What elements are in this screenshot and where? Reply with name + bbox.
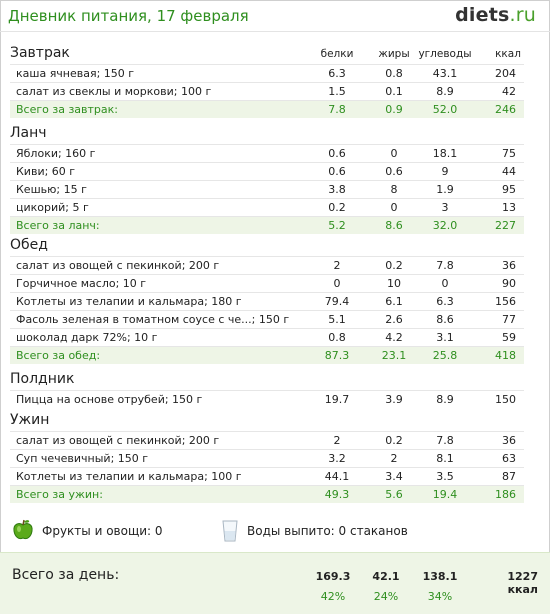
food-fat: 0.6 (385, 165, 403, 178)
food-kcal: 150 (495, 393, 516, 406)
day-total-panel (0, 552, 550, 614)
total-protein: 5.2 (328, 219, 346, 232)
food-protein: 3.8 (328, 183, 346, 196)
food-row[interactable] (10, 64, 524, 82)
food-row[interactable] (10, 467, 524, 485)
meal-total-row (10, 346, 524, 364)
food-row[interactable] (10, 256, 524, 274)
page-title: Дневник питания, 17 февраля (8, 7, 249, 25)
day-total-carbs: 138.1 (422, 570, 458, 583)
food-row[interactable] (10, 328, 524, 346)
food-carbs: 7.8 (436, 259, 454, 272)
total-fat: 5.6 (385, 488, 403, 501)
total-carbs: 25.8 (432, 349, 458, 362)
total-protein: 87.3 (324, 349, 350, 362)
total-fat: 23.1 (381, 349, 407, 362)
food-row[interactable] (10, 162, 524, 180)
food-fat: 0.8 (385, 67, 403, 80)
brand-logo[interactable] (455, 4, 536, 26)
food-kcal: 36 (502, 259, 516, 272)
meal-total-label: Всего за завтрак: (16, 103, 119, 116)
food-kcal: 90 (502, 277, 516, 290)
col-header-protein: белки (320, 48, 354, 60)
food-protein: 6.3 (328, 67, 346, 80)
food-fat: 2 (390, 452, 398, 465)
meal-title: Завтрак (10, 45, 70, 61)
food-fat: 0 (390, 147, 398, 160)
food-fat: 6.1 (385, 295, 403, 308)
total-protein: 49.3 (324, 488, 350, 501)
total-carbs: 52.0 (432, 103, 458, 116)
day-protein-percent: 42% (320, 590, 346, 603)
day-total-label: Всего за день: (12, 567, 120, 583)
food-kcal: 59 (502, 331, 516, 344)
food-kcal: 95 (502, 183, 516, 196)
food-kcal: 13 (502, 201, 516, 214)
food-protein: 3.2 (328, 452, 346, 465)
total-carbs: 19.4 (432, 488, 458, 501)
food-row[interactable] (10, 144, 524, 162)
food-carbs: 0 (441, 277, 449, 290)
food-row[interactable] (10, 431, 524, 449)
food-protein: 0.2 (328, 201, 346, 214)
food-protein: 2 (333, 259, 341, 272)
food-fat: 8 (390, 183, 398, 196)
food-name: салат из овощей с пекинкой; 200 г (16, 259, 220, 272)
day-total-fat: 42.1 (372, 570, 400, 583)
food-fat: 3.9 (385, 393, 403, 406)
brand-tld: .ru (509, 4, 536, 26)
food-protein: 0.8 (328, 331, 346, 344)
food-fat: 3.4 (385, 470, 403, 483)
total-carbs: 32.0 (432, 219, 458, 232)
food-carbs: 3 (441, 201, 449, 214)
day-total-protein: 169.3 (315, 570, 351, 583)
food-name: цикорий; 5 г (16, 201, 89, 214)
header-divider (0, 31, 550, 32)
total-fat: 8.6 (385, 219, 403, 232)
food-carbs: 8.1 (436, 452, 454, 465)
food-carbs: 18.1 (432, 147, 458, 160)
food-protein: 19.7 (324, 393, 350, 406)
food-protein: 2 (333, 434, 341, 447)
food-carbs: 43.1 (432, 67, 458, 80)
food-fat: 0 (390, 201, 398, 214)
food-kcal: 63 (502, 452, 516, 465)
meal-total-label: Всего за ланч: (16, 219, 100, 232)
food-name: Суп чечевичный; 150 г (16, 452, 149, 465)
food-fat: 0.2 (385, 259, 403, 272)
food-name: Пицца на основе отрубей; 150 г (16, 393, 203, 406)
meal-total-label: Всего за ужин: (16, 488, 103, 501)
food-name: Кешью; 15 г (16, 183, 87, 196)
water-glass-icon (221, 519, 239, 543)
food-carbs: 3.5 (436, 470, 454, 483)
food-protein: 1.5 (328, 85, 346, 98)
food-kcal: 42 (502, 85, 516, 98)
day-fat-percent: 24% (373, 590, 399, 603)
meal-total-row (10, 485, 524, 503)
food-name: Котлеты из телапии и кальмара; 180 г (16, 295, 242, 308)
fruits-veggies-count: Фрукты и овощи: 0 (42, 524, 163, 538)
food-name: шоколад дарк 72%; 10 г (16, 331, 158, 344)
food-name: салат из овощей с пекинкой; 200 г (16, 434, 220, 447)
col-header-kcal: ккал (495, 48, 521, 60)
food-kcal: 44 (502, 165, 516, 178)
food-fat: 2.6 (385, 313, 403, 326)
food-fat: 10 (387, 277, 401, 290)
food-kcal: 36 (502, 434, 516, 447)
col-header-fat: жиры (378, 48, 410, 60)
total-kcal: 246 (495, 103, 516, 116)
food-name: каша ячневая; 150 г (16, 67, 135, 80)
food-protein: 0.6 (328, 165, 346, 178)
meal-total-row (10, 216, 524, 234)
apple-icon (12, 519, 34, 541)
food-row[interactable] (10, 198, 524, 216)
food-carbs: 9 (441, 165, 449, 178)
day-carbs-percent: 34% (427, 590, 453, 603)
food-row[interactable] (10, 274, 524, 292)
food-kcal: 75 (502, 147, 516, 160)
total-kcal: 418 (495, 349, 516, 362)
food-fat: 0.2 (385, 434, 403, 447)
food-row[interactable] (10, 310, 524, 328)
total-protein: 7.8 (328, 103, 346, 116)
total-kcal: 227 (495, 219, 516, 232)
meal-total-label: Всего за обед: (16, 349, 101, 362)
food-carbs: 8.9 (436, 85, 454, 98)
food-name: Фасоль зеленая в томатном соусе с че...; 150 г (16, 313, 290, 326)
total-kcal: 186 (495, 488, 516, 501)
meal-title: Ужин (10, 412, 50, 428)
col-header-carbs: углеводы (418, 48, 472, 60)
food-row[interactable] (10, 82, 524, 100)
day-total-kcal: 1227 ккал (507, 570, 538, 596)
food-row[interactable] (10, 449, 524, 467)
food-protein: 0 (333, 277, 341, 290)
food-protein: 44.1 (324, 470, 350, 483)
food-fat: 4.2 (385, 331, 403, 344)
food-name: Горчичное масло; 10 г (16, 277, 147, 290)
food-kcal: 77 (502, 313, 516, 326)
food-name: Котлеты из телапии и кальмара; 100 г (16, 470, 242, 483)
brand-name: diets (455, 4, 510, 26)
food-carbs: 6.3 (436, 295, 454, 308)
food-protein: 5.1 (328, 313, 346, 326)
food-kcal: 204 (495, 67, 516, 80)
food-row[interactable] (10, 390, 524, 408)
food-carbs: 8.6 (436, 313, 454, 326)
food-protein: 79.4 (324, 295, 350, 308)
food-name: салат из свеклы и моркови; 100 г (16, 85, 212, 98)
meal-total-row (10, 100, 524, 118)
food-name: Яблоки; 160 г (16, 147, 96, 160)
water-drunk-count: Воды выпито: 0 стаканов (247, 524, 408, 538)
meal-title: Обед (10, 237, 48, 253)
food-fat: 0.1 (385, 85, 403, 98)
food-carbs: 3.1 (436, 331, 454, 344)
food-kcal: 156 (495, 295, 516, 308)
total-fat: 0.9 (385, 103, 403, 116)
food-row[interactable] (10, 180, 524, 198)
food-carbs: 1.9 (436, 183, 454, 196)
food-name: Киви; 60 г (16, 165, 76, 178)
meal-title: Ланч (10, 125, 47, 141)
food-carbs: 8.9 (436, 393, 454, 406)
food-row[interactable] (10, 292, 524, 310)
food-kcal: 87 (502, 470, 516, 483)
food-carbs: 7.8 (436, 434, 454, 447)
food-protein: 0.6 (328, 147, 346, 160)
meal-title: Полдник (10, 371, 75, 387)
